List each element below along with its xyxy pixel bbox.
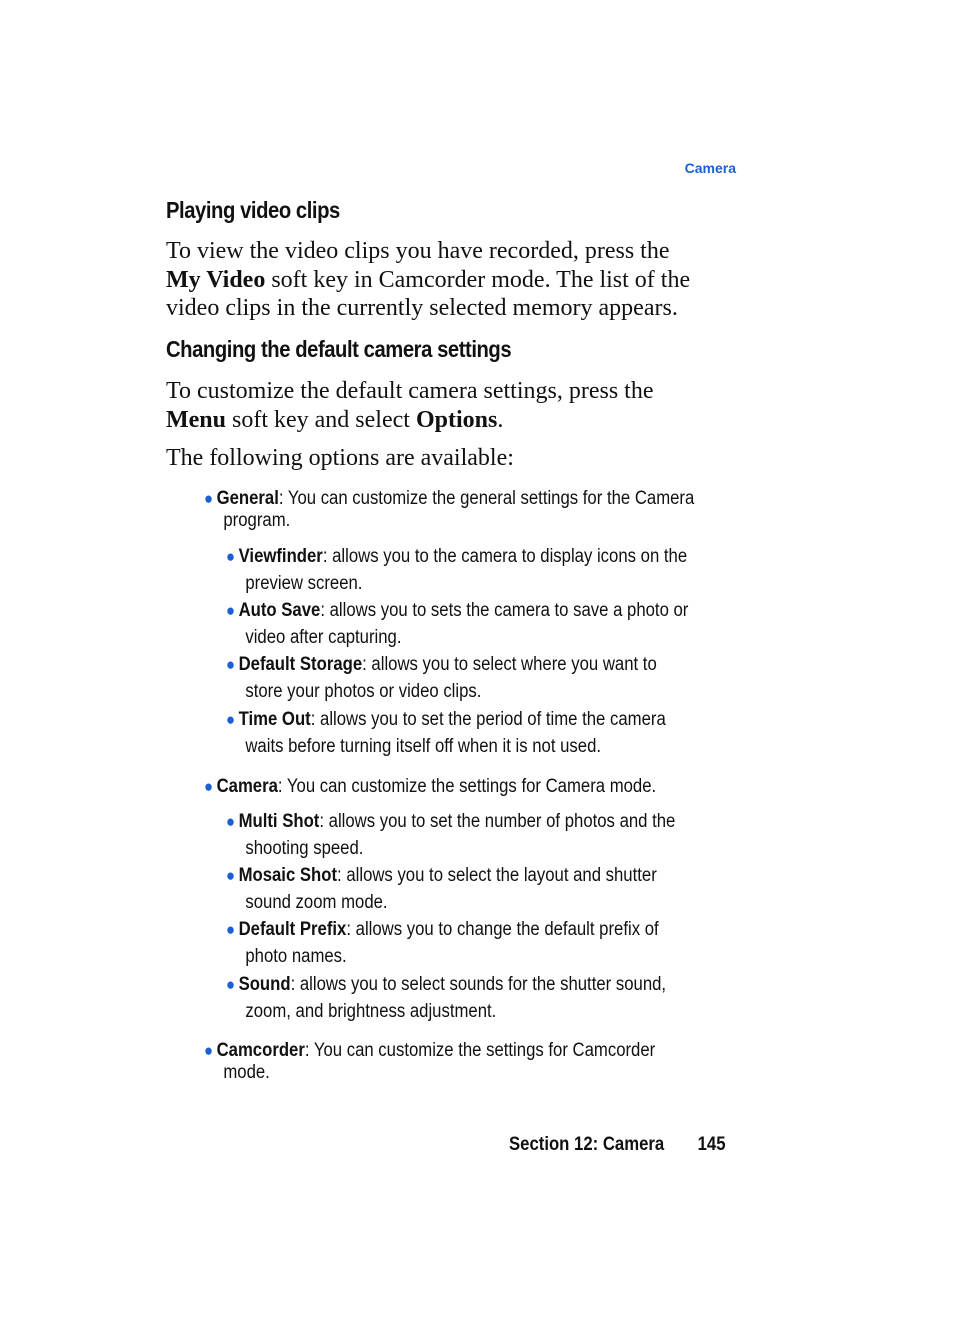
bullet-icon: ● [226,920,236,939]
desc-cont: photo names. [245,946,347,967]
term: Auto Save [238,600,321,621]
desc-cont: preview screen. [245,573,363,594]
sub-bullet-time-out [226,706,745,760]
sub-bullet-viewfinder [226,543,745,597]
bullet-general [204,488,741,532]
bullet-icon: ● [204,489,214,508]
bullet-icon: ● [226,601,236,620]
bullet-icon: ● [226,655,236,674]
text: video clips in the currently selected memory appears. [166,295,678,321]
desc: : You can customize the settings for Camera mode. [277,776,657,797]
desc: : allows you to change the default prefix of [346,919,659,940]
bold-term: My Video [166,266,266,293]
term: Camera [216,776,278,797]
term: Time Out [238,709,311,730]
term: Camcorder [216,1040,305,1061]
heading-changing-settings: Changing the default camera settings [166,336,512,362]
desc: : allows you to set the number of photos and the [319,811,676,832]
desc-cont: program. [223,510,291,531]
desc: : allows you to the camera to display icons on the [322,546,688,567]
desc-cont: shooting speed. [245,838,364,859]
bullet-icon: ● [226,710,236,729]
desc-cont: sound zoom mode. [245,892,388,913]
text: soft key in Camcorder mode. The list of the [271,266,691,293]
desc: : allows you to select the layout and shutter [337,865,657,886]
sub-bullet-multi-shot [226,808,745,862]
text: To view the video clips you have recorded, press the [166,238,670,264]
page-number: 145 [697,1134,726,1155]
bullet-icon: ● [226,975,236,994]
desc-cont: zoom, and brightness adjustment. [245,1001,497,1022]
paragraph-playing [166,237,756,323]
sub-bullet-auto-save [226,597,745,651]
sub-bullet-default-storage [226,651,745,705]
desc: : allows you to set the period of time the camera [310,709,666,730]
bullet-camcorder [204,1040,741,1084]
desc-cont: video after capturing. [245,627,402,648]
desc: : allows you to select sounds for the shutter sound, [290,974,667,995]
paragraph-changing [166,377,756,434]
text: To customize the default camera settings, press the [166,378,654,404]
text: . [497,406,504,433]
running-header: Camera [684,160,736,176]
bullet-icon: ● [204,1041,214,1060]
term: General [216,488,279,509]
bullet-camera [204,773,741,800]
term: Default Storage [238,654,363,675]
desc: : allows you to sets the camera to save a photo or [320,600,689,621]
bullet-icon: ● [226,812,236,831]
text: soft key and select [232,406,410,433]
sub-bullet-default-prefix [226,916,745,970]
desc-cont: mode. [223,1062,270,1083]
bullet-icon: ● [226,547,236,566]
page-footer [509,1134,726,1156]
footer-section: Section 12: Camera [509,1134,665,1155]
term: Sound [238,974,291,995]
term: Default Prefix [238,919,347,940]
term: Viewfinder [238,546,323,567]
desc-cont: store your photos or video clips. [245,681,482,702]
desc-cont: waits before turning itself off when it is not used. [245,736,602,757]
desc: : allows you to select where you want to [362,654,657,675]
bullet-icon: ● [204,777,214,796]
desc: : You can customize the settings for Camcorder [304,1040,656,1061]
term: Multi Shot [238,811,320,832]
bold-term: Menu [166,406,226,433]
term: Mosaic Shot [238,865,338,886]
bold-term: Options [415,406,498,433]
paragraph-options: The following options are available: [166,445,514,471]
sub-bullet-sound [226,971,745,1025]
heading-playing-video-clips: Playing video clips [166,197,340,223]
desc: : You can customize the general settings for the Camera [278,488,695,509]
bullet-icon: ● [226,866,236,885]
sub-bullet-mosaic-shot [226,862,745,916]
